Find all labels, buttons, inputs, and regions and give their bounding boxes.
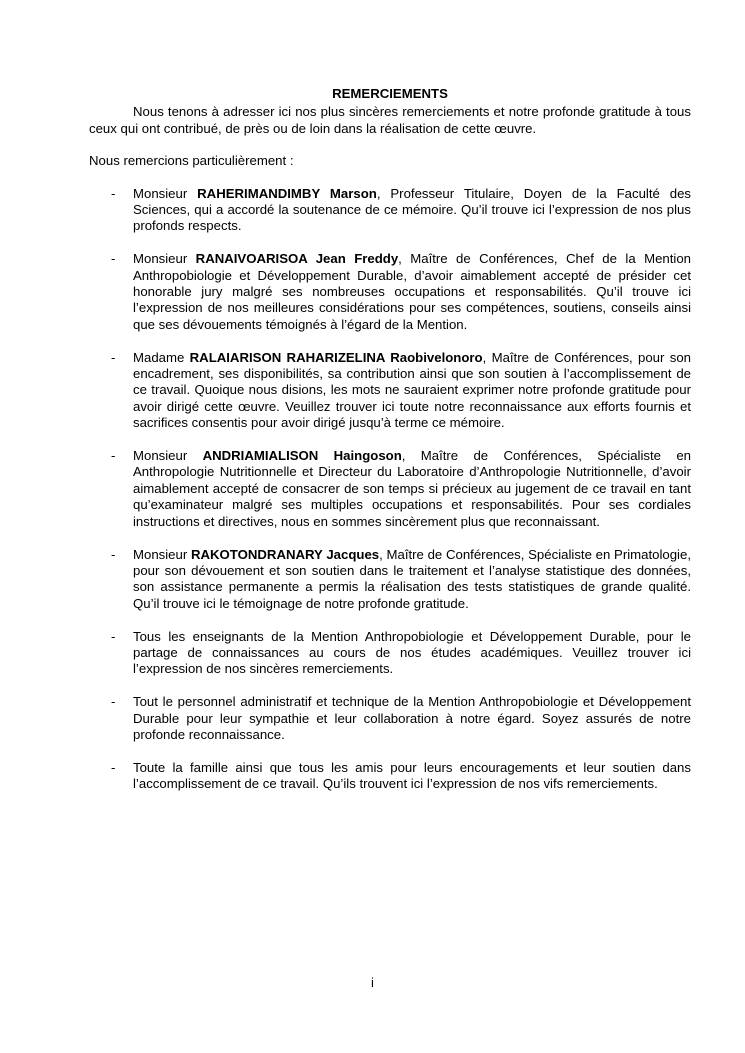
intro-paragraph: Nous tenons à adresser ici nos plus sincères remerciements et notre profonde gratitude à tous ceux qui ont contribué, de près ou de loin dans la réalisation de cette œuvre.: [89, 104, 691, 136]
bullet-dash: -: [111, 546, 116, 562]
list-item: [89, 251, 691, 333]
item-prefix: Madame: [133, 349, 190, 365]
person-name: ANDRIAMIALISON Haingoson: [202, 448, 402, 464]
person-name: RALAIARISON RAHARIZELINA Raobivelonoro: [189, 349, 483, 365]
acknowledgement-list: [89, 186, 691, 793]
bullet-dash: -: [111, 628, 116, 644]
item-prefix: Monsieur: [133, 185, 198, 201]
item-text: , Maître de Conférences, Spécialiste en Primatologie, pour son dévouement et son soutien dans le traitement et l’analyse statistique des données, son assistance permanente a permis la réalisation des tests statistiques de grande qualité. Qu’il trouve ici le témoignage de notre profonde gratitude.: [133, 546, 691, 611]
list-item: [89, 760, 691, 793]
list-item: [89, 350, 691, 432]
bullet-dash: -: [111, 759, 116, 775]
item-prefix: Monsieur: [133, 251, 196, 267]
list-item: [89, 547, 691, 613]
bullet-dash: -: [111, 349, 116, 365]
list-item: [89, 186, 691, 235]
list-item: [89, 448, 691, 530]
list-item: [89, 629, 691, 678]
item-text: , Maître de Conférences, Spécialiste en Anthropologie Nutritionnelle et Directeur du Laboratoire d’Anthropologie Nutritionnelle, d’avoir aimablement accepté de consacrer de son temps si précieux au jugement de ce travail en tant qu’examinateur malgré ses multiples occupations et responsabilités. Pour ses cordiales instructions et directives, nous en sommes sincèrement plus que reconnaissant.: [133, 448, 691, 529]
person-name: RAHERIMANDIMBY Marson: [197, 185, 377, 201]
document-page: [89, 86, 691, 809]
item-text: Tout le personnel administratif et technique de la Mention Anthropobiologie et Développement Durable pour leur sympathie et leur collaboration à notre égard. Soyez assurés de notre profonde reconnaissance.: [133, 694, 691, 742]
bullet-dash: -: [111, 185, 116, 201]
item-text: , Professeur Titulaire, Doyen de la Faculté des Sciences, qui a accordé la soutenance de ce mémoire. Qu’il trouve ici l’expression de nos plus profonds respects.: [133, 185, 692, 234]
lead-paragraph: Nous remercions particulièrement :: [89, 153, 294, 169]
item-text: , Maître de Conférences, pour son encadrement, ses disponibilités, sa contribution ainsi que son soutien à l’accomplissement de ce travail. Quoique nous disions, les mots ne sauraient exprimer notre profonde gratitude pour avoir dirigé cette œuvre. Veuillez trouver ici toute notre reconnaissance aux efforts fournis et sacrifices consentis pour avoir dirigé jusqu’à terme ce mémoire.: [133, 349, 691, 431]
item-prefix: Monsieur: [133, 546, 191, 562]
bullet-dash: -: [111, 448, 116, 464]
bullet-dash: -: [111, 251, 116, 267]
person-name: RANAIVOARISOA Jean Freddy: [195, 251, 399, 267]
item-text: Tous les enseignants de la Mention Anthropobiologie et Développement Durable, pour le partage de connaissances au cours de nos études académiques. Veuillez trouver ici l’expression de nos sincères remerciements.: [133, 628, 691, 677]
item-text: Toute la famille ainsi que tous les amis pour leurs encouragements et leur soutien dans l’accomplissement de ce travail. Qu’ils trouvent ici l’expression de nos vifs remerciements.: [133, 759, 691, 792]
item-prefix: Monsieur: [133, 448, 203, 464]
page-number: i: [371, 975, 374, 990]
item-text: , Maître de Conférences, Chef de la Mention Anthropobiologie et Développement Durable, d’avoir aimablement accepté de présider cet honorable jury malgré ses nombreuses occupations et responsabilités. Qu’il trouve ici l’expression de nos meilleures considérations pour ses compétences, soutiens, conseils ainsi que ses dévouements témoignés à l’égard de la Mention.: [133, 251, 692, 332]
list-item: [89, 694, 691, 743]
page-title: REMERCIEMENTS: [332, 86, 448, 101]
person-name: RAKOTONDRANARY Jacques: [190, 546, 380, 562]
bullet-dash: -: [111, 694, 116, 710]
